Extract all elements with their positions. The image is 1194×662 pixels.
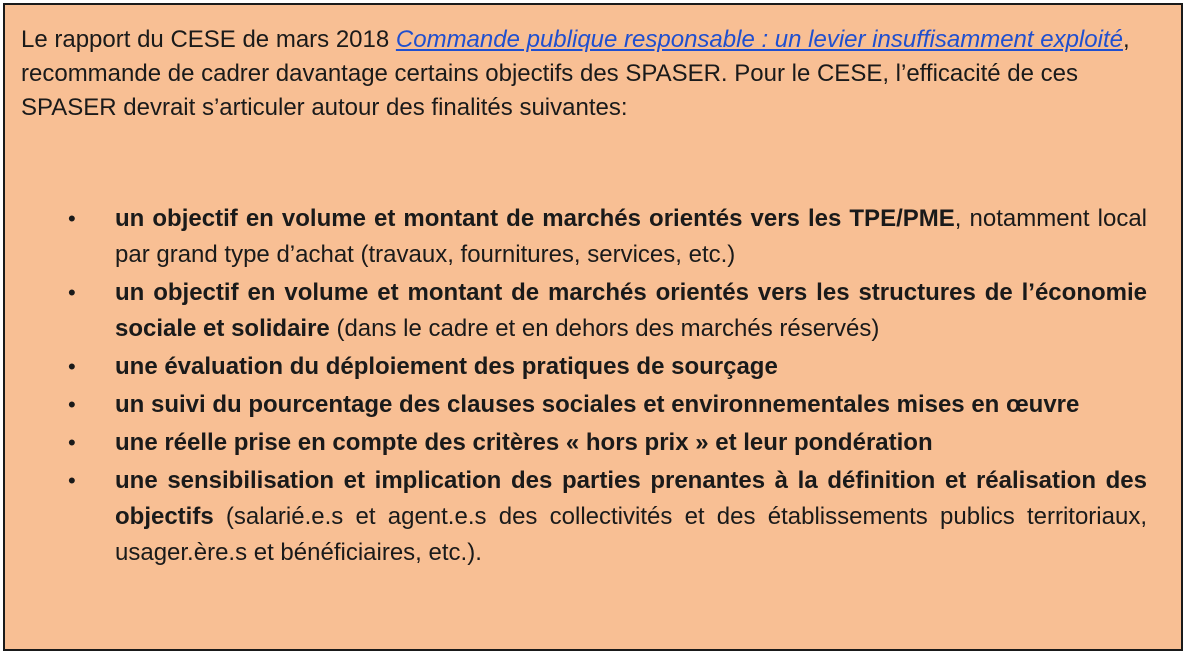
intro-lead: Le rapport du CESE de mars 2018 [21,26,396,53]
item-bold-text: une sensibilisation et implication des parties prenantes à la définition et réalisation des objectifs [115,467,1147,530]
bullet-icon: • [68,430,76,455]
item-text: , notamment local par grand type d’achat (travaux, fournitures, services, etc.) [115,205,1147,268]
list-item [5,201,1181,273]
item-bold-text: un objectif en volume et montant de marchés orientés vers les structures de l’économie sociale et solidaire [115,279,1147,342]
item-text: (salarié.e.s et agent.e.s des collectivités et des établissements publics territoriaux, usager.ère.s et bénéficiaires, etc.). [115,503,1147,566]
list-item [5,463,1181,571]
recommendation-box [3,3,1183,651]
item-text: (dans le cadre et en dehors des marchés réservés) [329,315,880,342]
bullet-icon: • [68,468,76,493]
intro-paragraph [21,23,1171,125]
list-item [5,387,1181,423]
bullet-icon: • [68,280,76,305]
item-bold-text: un suivi du pourcentage des clauses sociales et environnementales mises en œuvre [115,391,1080,418]
objectives-list [5,201,1181,573]
list-item [5,425,1181,461]
item-bold-text: une évaluation du déploiement des pratiques de sourçage [115,353,778,380]
report-link[interactable]: Commande publique responsable : un levier insuffisamment exploité [395,26,1123,53]
bullet-icon: • [68,392,76,417]
item-bold-text: un objectif en volume et montant de marchés orientés vers les TPE/PME [115,205,955,232]
bullet-icon: • [68,354,76,379]
bullet-icon: • [68,206,76,231]
item-bold-text: une réelle prise en compte des critères « hors prix » et leur pondération [115,429,933,456]
list-item [5,349,1181,385]
intro-after-link: , recommande de cadrer davantage certains objectifs des SPASER. Pour le CESE, l’efficacité de ces SPASER devrait s’articuler autour des finalités suivantes: [21,26,1130,121]
list-item [5,275,1181,347]
